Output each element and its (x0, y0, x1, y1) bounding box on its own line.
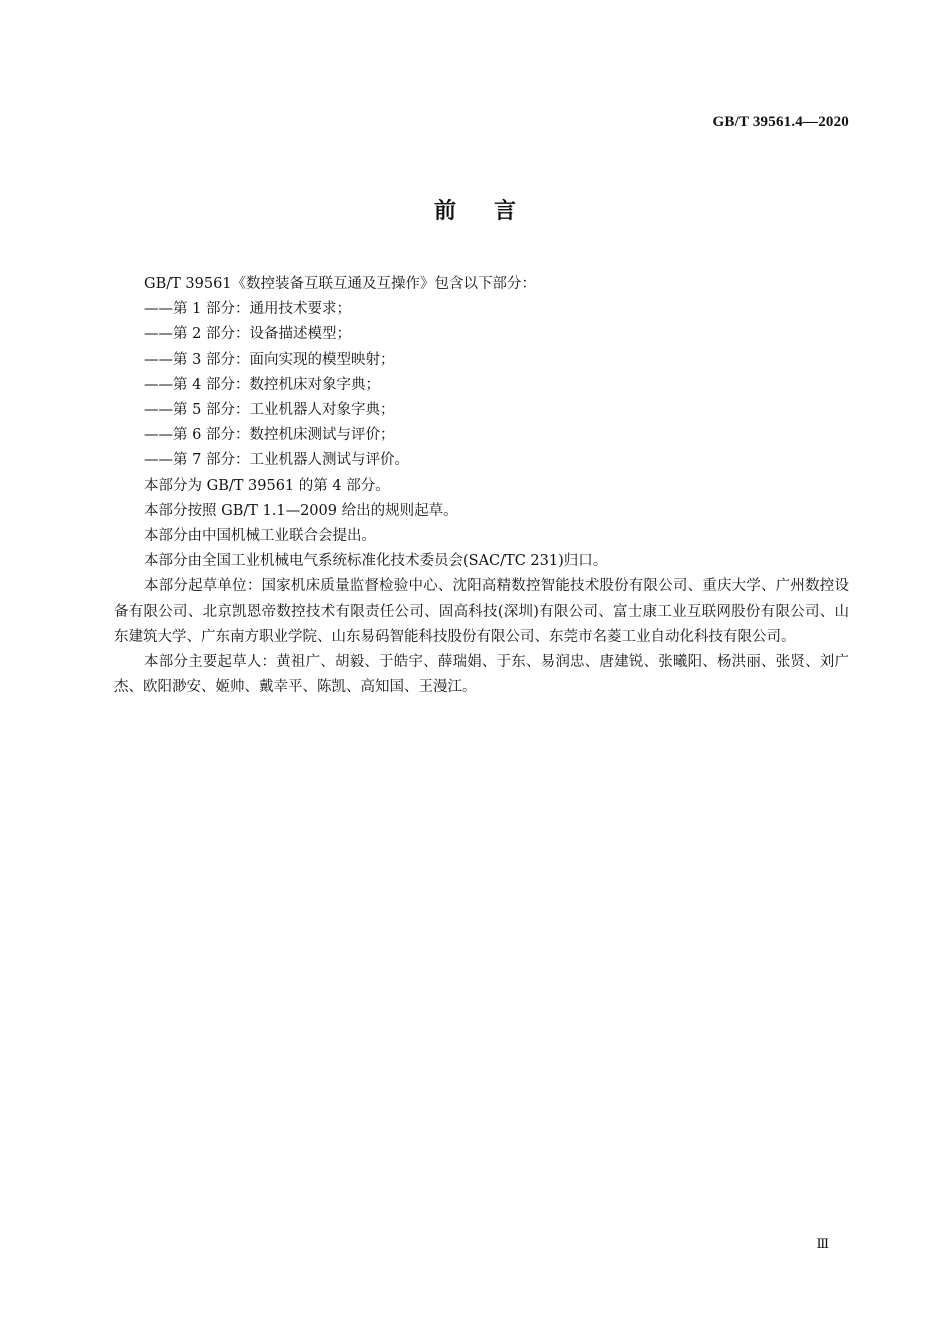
part-list-item: ——第 2 部分：设备描述模型； (144, 326, 351, 343)
drafting-units-paragraph: 本部分起草单位：国家机床质量监督检验中心、沈阳高精数控智能技术股份有限公司、重庆大学、广州数控设备有限公司、北京凯恩帝数控技术有限责任公司、固高科技(深圳)有限公司、富士康工业互联网股份有限公司、山东建筑大学、广东南方职业学院、山东易码智能科技股份有限公司、东莞市名菱工业自动化科技有限公司。 (114, 578, 849, 645)
committee-paragraph: 本部分由全国工业机械电气系统标准化技术委员会(SAC/TC 231)归口。 (144, 553, 608, 570)
standard-number: GB/T 39561.4—2020 (712, 114, 849, 130)
drafters-paragraph: 本部分主要起草人：黄祖广、胡毅、于皓宇、薛瑞娟、于东、易润忠、唐建锐、张曦阳、杨洪丽、张贤、刘广杰、欧阳渺安、姬帅、戴幸平、陈凯、高知国、王漫江。 (114, 654, 849, 696)
part-list-item: ——第 3 部分：面向实现的模型映射； (144, 351, 395, 368)
page-number: Ⅲ (816, 1236, 829, 1251)
drafting-rules-paragraph: 本部分按照 GB/T 1.1—2009 给出的规则起草。 (144, 502, 458, 519)
document-body (114, 272, 849, 700)
part-list-item: ——第 4 部分：数控机床对象字典； (144, 376, 380, 393)
part-list-item: ——第 1 部分：通用技术要求； (144, 301, 351, 318)
part-list-item: ——第 7 部分：工业机器人测试与评价。 (144, 452, 409, 469)
proposer-paragraph: 本部分由中国机械工业联合会提出。 (144, 528, 376, 545)
part-statement-paragraph: 本部分为 GB/T 39561 的第 4 部分。 (144, 477, 390, 494)
intro-paragraph: GB/T 39561《数控装备互联互通及互操作》包含以下部分： (144, 276, 537, 292)
part-list-item: ——第 6 部分：数控机床测试与评价； (144, 427, 395, 444)
page-title: 前言 (433, 199, 554, 224)
part-list-item: ——第 5 部分：工业机器人对象字典； (144, 402, 395, 419)
